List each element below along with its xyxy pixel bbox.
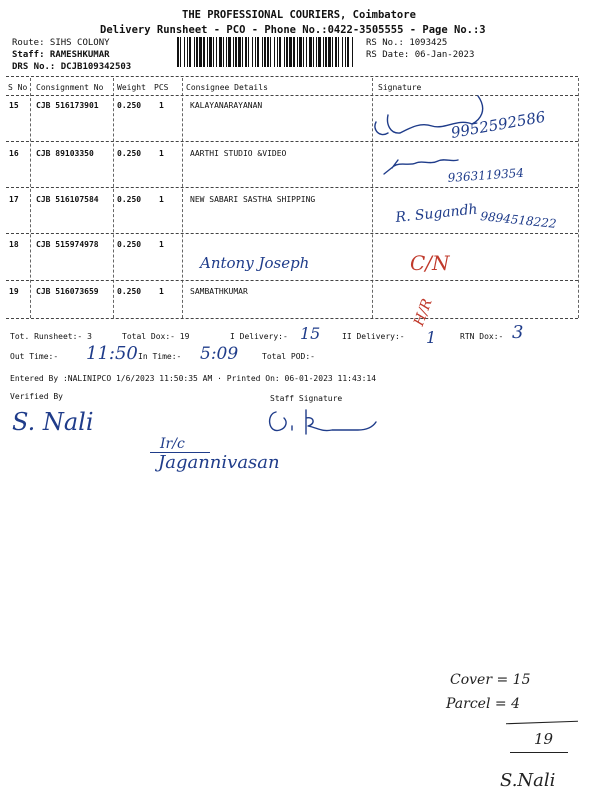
i-delivery-label: I Delivery:- [230,332,288,341]
handwriting-layer [0,0,600,330]
cell-consignment: CJB 516107584 [36,195,99,204]
cell-sno: 19 [9,287,19,296]
cell-sno: 17 [9,195,19,204]
bottom-signature: S.Nali [500,770,556,791]
rs-date: RS Date: 06-Jan-2023 [366,50,475,60]
header-consignment: Consignment No [36,83,104,92]
total-pod-label: Total POD:- [262,352,315,361]
document-subtitle: Delivery Runsheet - PCO - Phone No.:0422-3505555 - Page No.:3 [100,24,486,36]
cell-sno: 15 [9,101,19,110]
signature-phone: 9894518222 [479,209,558,231]
cell-consignee: KALAYANARAYANAN [190,101,263,110]
cover-count: Cover = 15 [450,672,531,688]
signature-phone: 9952592586 [449,107,547,142]
staff-signature-scribble [262,404,392,444]
cell-sno: 16 [9,149,19,158]
header-weight: Weight [117,83,146,92]
rs-number: RS No.: 1093425 [366,38,448,48]
entered-by: Entered By :NALINIPCO 1/6/2023 11:50:35 AM · Printed On: 06-01-2023 11:43:14 [10,374,377,383]
cell-weight: 0.250 [117,240,142,249]
sum-total: 19 [534,730,554,748]
cell-consignee: NEW SABARI SASTHA SHIPPING [190,195,316,204]
in-time-label: In Time:- [138,352,182,361]
route-label: Route: SIHS COLONY [12,38,110,48]
cell-weight: 0.250 [117,287,142,296]
cell-pcs: 1 [159,195,164,204]
sum-line [506,721,578,725]
staff-label: Staff: RAMESHKUMAR [12,50,110,60]
out-time-label: Out Time:- [10,352,59,361]
cell-weight: 0.250 [117,149,142,158]
drs-number: DRS No.: DCJB109342503 [12,62,132,72]
header-signature: Signature [378,83,422,92]
i-delivery-value: 15 [300,324,321,343]
cell-consignment: CJB 515974978 [36,240,99,249]
header-pcs: PCS [154,83,169,92]
ir-mark: Ir/c [160,436,185,452]
document-title: THE PROFESSIONAL COURIERS, Coimbatore [182,9,416,21]
cn-mark: C/N [410,251,450,275]
cell-consignment: CJB 89103350 [36,149,94,158]
sum-underline [510,752,568,753]
cell-pcs: 1 [159,287,164,296]
cell-weight: 0.250 [117,195,142,204]
header-sno: S No [8,83,28,92]
rtn-dox-value: 3 [512,322,524,343]
out-time-value: 11:50 [86,343,138,364]
verifier-signature: S. Nali [12,408,94,436]
cell-consignee: AARTHI STUDIO &VIDEO [190,149,287,158]
cell-consignment: CJB 516173901 [36,101,99,110]
cell-consignee: SAMBATHKUMAR [190,287,248,296]
ir-underline [150,452,210,453]
cell-pcs: 1 [159,101,164,110]
signature-name: R. Sugandh [394,201,479,226]
cell-pcs: 1 [159,240,164,249]
verified-by-label: Verified By [10,392,63,401]
parcel-count: Parcel = 4 [446,696,520,712]
consignee-handwritten: Antony Joseph [200,254,310,272]
rtn-dox-label: RTN Dox:- [460,332,504,341]
hr-mark: H/R [411,296,436,329]
ii-delivery-value: 1 [426,328,437,347]
signature-phone: 9363119354 [447,165,525,185]
cell-weight: 0.250 [117,101,142,110]
total-runsheet: Tot. Runsheet:- 3 [10,332,92,341]
cell-sno: 18 [9,240,19,249]
staff-signature-label: Staff Signature [270,394,343,403]
total-dox: Total Dox:- 19 [122,332,190,341]
ii-delivery-label: II Delivery:- [342,332,405,341]
ir-name: Jagannivasan [158,452,280,473]
in-time-value: 5:09 [200,344,239,364]
header-consignee: Consignee Details [186,83,268,92]
cell-pcs: 1 [159,149,164,158]
cell-consignment: CJB 516073659 [36,287,99,296]
